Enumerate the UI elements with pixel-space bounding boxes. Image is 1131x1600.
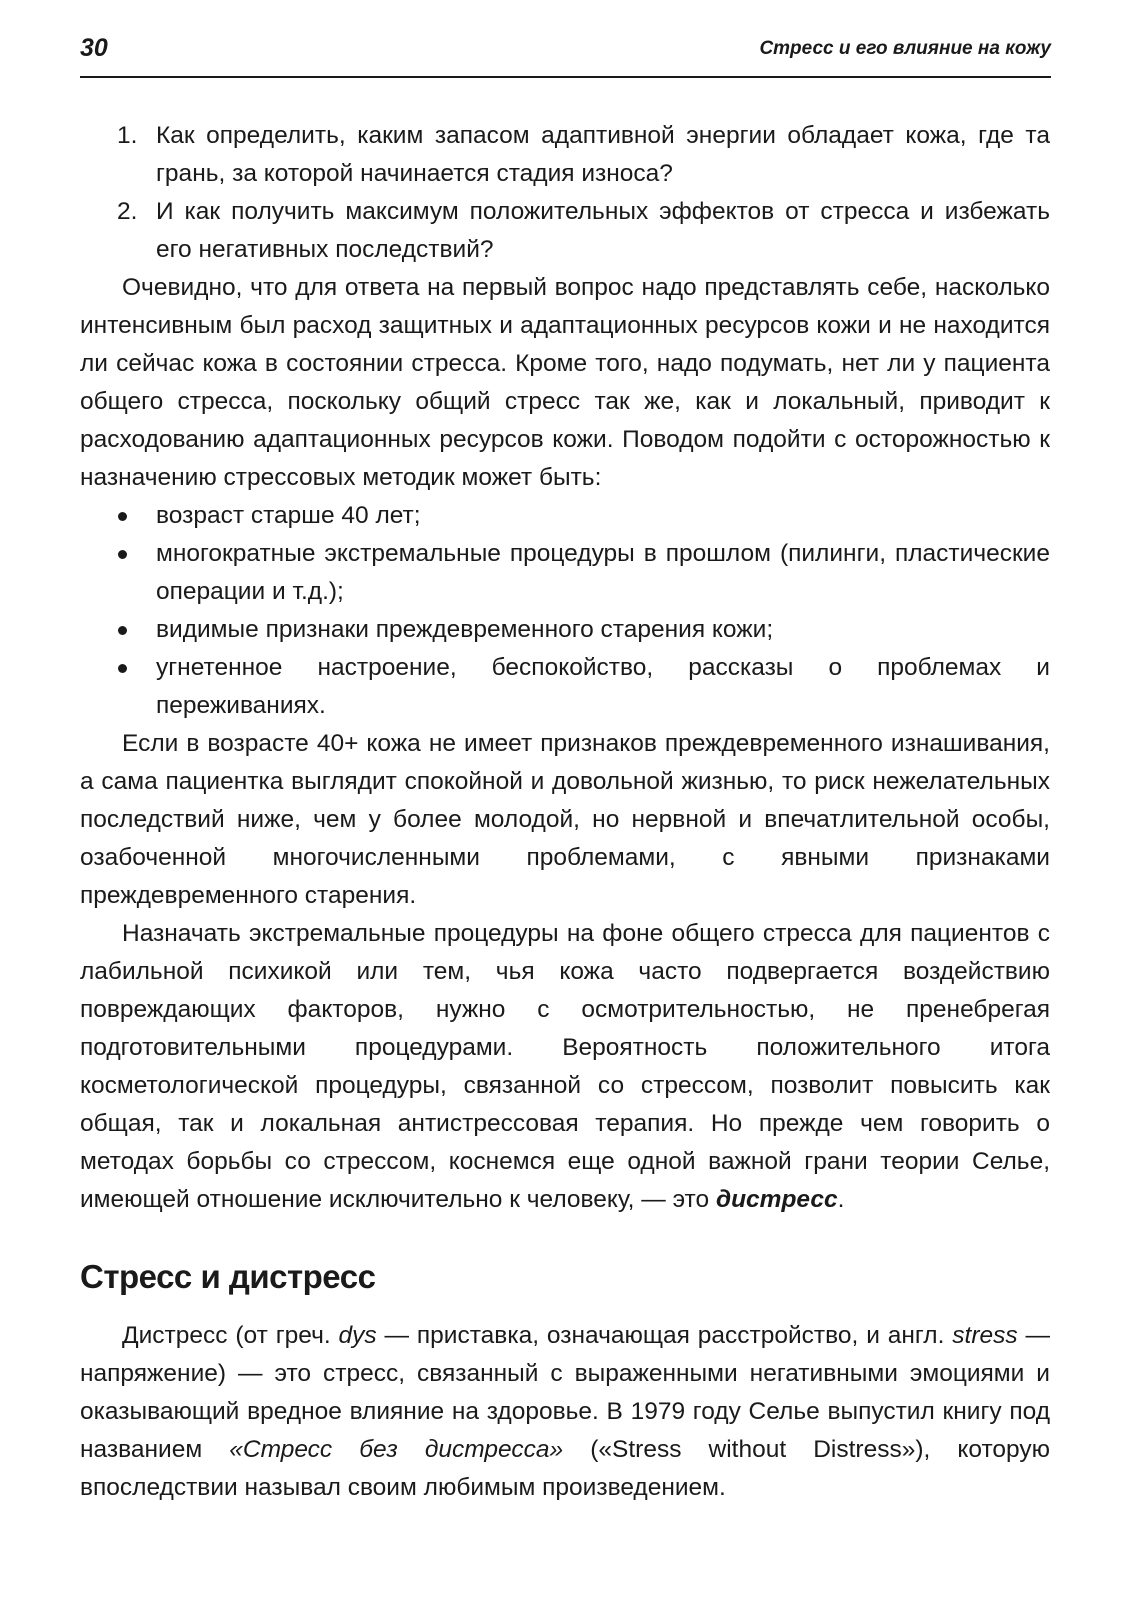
page-number: 30 [80,34,108,62]
term-english: stress [952,1322,1018,1349]
list-item-text: Как определить, каким запасом адаптивной энергии обладает кожа, где та грань, за которой начинается стадия износа? [156,122,1050,187]
running-title: Стресс и его влияние на кожу [759,38,1051,59]
list-marker: 2. [117,198,138,225]
paragraph-text: Дистресс (от греч. [122,1322,339,1349]
term-greek: dys [338,1322,377,1349]
list-item [80,117,1050,193]
bullet-icon [118,664,127,673]
bullet-list [80,497,1050,725]
list-item-text: видимые признаки преждевременного старения кожи; [156,616,774,643]
book-title-ru: «Стресс без дистресса» [229,1436,564,1463]
bullet-icon [118,550,127,559]
body-paragraph [80,1317,1050,1507]
body-paragraph [80,915,1050,1219]
body-paragraph: Очевидно, что для ответа на первый вопрос надо представлять себе, насколько интенсивным был расход защитных и адаптационных ресурсов кожи и не находится ли сейчас кожа в состоянии стресса. Кроме того, надо подумать, нет ли у пациента общего стресса, поскольку общий стресс так же, как и локальный, приводит к расходованию адаптационных ресурсов кожи. Поводом подойти с осторожностью к назначению стрессовых методик может быть: [80,274,1050,491]
list-item [80,497,1050,535]
paragraph-end: . [837,1186,845,1213]
paragraph-text: ( [563,1436,599,1463]
list-item [80,649,1050,725]
list-item-text: возраст старше 40 лет; [156,502,421,529]
paragraph-text: Назначать экстремальные процедуры на фоне общего стресса для пациентов с лабильной психикой или тем, чья кожа часто подвергается воздействию повреждающих факторов, нужно с осмотрительностью, не пренебрегая подготовительными процедурами. Вероятность положительного итога косметологической процедуры, связанной со стрессом, позволит повысить как общая, так и локальная антистрессовая терапия. Но прежде чем говорить о методах борьбы со стрессом, коснемся еще одной важной грани теории Селье, имеющей отношение исключительно к человеку, — это [80,920,1050,1213]
body-paragraph: Если в возрасте 40+ кожа не имеет признаков преждевременного изнашивания, а сама пациентка выглядит спокойной и довольной жизнью, то риск нежелательных последствий ниже, чем у более молодой, но нервной и впечатлительной особы, озабоченной многочисленными проблемами, с явными признаками преждевременного старения. [80,730,1050,909]
paragraph-text: ), которую впоследствии называл своим любимым произведением. [80,1436,1051,1501]
list-item [80,611,1050,649]
paragraph-text: — напряжение) — это стресс, связанный с выраженными негативными эмоциями и оказывающий вредное влияние на здоровье. В 1979 году Селье выпустил книгу под названием [80,1322,1050,1463]
book-title-en: «Stress without Distress» [598,1436,916,1463]
list-marker: 1. [117,122,138,149]
list-item-text: угнетенное настроение, беспокойство, рассказы о проблемах и переживаниях. [156,654,1050,719]
section-heading: Стресс и дистресс [80,1258,376,1295]
list-item-text: И как получить максимум положительных эффектов от стресса и избежать его негативных последствий? [156,198,1050,263]
paragraph-text: — приставка, означающая расстройство, и англ. [376,1322,953,1349]
list-item [80,193,1050,269]
emphasis-term: дистресс [715,1186,838,1213]
list-item-text: многократные экстремальные процедуры в прошлом (пилинги, пластические операции и т.д.); [156,540,1050,605]
page-header [80,30,1051,78]
page-body [80,117,1050,1507]
list-item [80,535,1050,611]
bullet-icon [118,626,127,635]
bullet-icon [118,512,127,521]
question-list [80,117,1050,269]
